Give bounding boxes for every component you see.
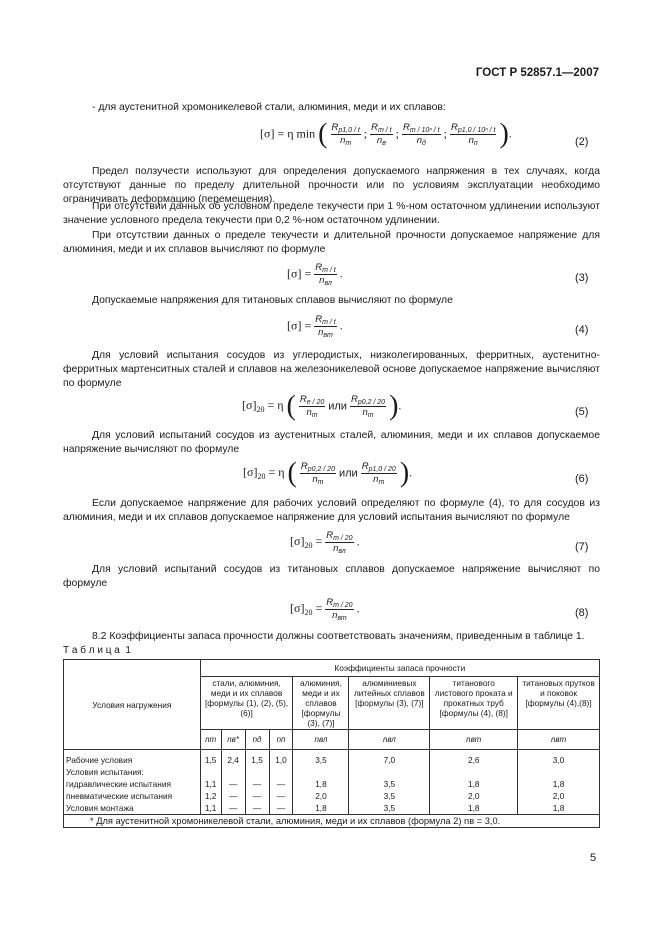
value-cell [200, 766, 221, 778]
value-cell: — [269, 790, 293, 802]
formula-number: (6) [575, 473, 589, 485]
formula-7: $[\sigma]_{20}$ = $\frac{R_{m / 20}}{n_{вл}}$ . [290, 530, 360, 555]
value-cell [518, 766, 600, 778]
value-cell: — [269, 778, 293, 790]
row-label: Условия испытания: [64, 766, 201, 778]
table-row [64, 790, 600, 802]
formula-number: (3) [575, 272, 589, 284]
value-cell: 7,0 [349, 750, 430, 767]
formula-4: [σ] = $\frac{R_{m / t}}{n_{вт}}$ . [287, 314, 343, 339]
value-cell: 3,5 [349, 790, 430, 802]
value-cell: 3,5 [349, 802, 430, 815]
value-cell [269, 766, 293, 778]
value-cell: 1,5 [200, 750, 221, 767]
document-header: ГОСТ Р 52857.1—2007 [475, 67, 599, 79]
formula-5: $[\sigma]_{20} = \eta$ ( $\frac{R_{e / 20}}{n_т}$ или $\frac{R_{p0,2 / 20}}{n_т}$ ). [242, 390, 402, 422]
formula-number: (8) [575, 607, 589, 619]
value-cell: 1,8 [430, 778, 518, 790]
column-group: алюминиевых литейных сплавов [формулы (3), (7)] [349, 677, 430, 730]
formula-8: $[\sigma]_{20}$ = $\frac{R_{m / 20}}{n_{вт}}$ . [290, 597, 360, 622]
table-row [64, 778, 600, 790]
row-label: пневматические испытания [64, 790, 201, 802]
paragraph: Для условий испытаний сосудов из аустенитных сталей, алюминия, меди и их сплавов допускаемое напряжение вычисляют по формуле [63, 430, 600, 455]
table-footnote: * Для аустенитной хромоникелевой стали, алюминия, меди и их сплавов (формула 2) nв = 3,0. [64, 815, 600, 828]
column-group: титанового листового проката и прокатных труб [формулы (4), (8)] [430, 677, 518, 730]
value-cell: 1,8 [293, 778, 349, 790]
value-cell [293, 766, 349, 778]
row-label: Рабочие условия [64, 750, 201, 767]
value-cell: — [221, 778, 245, 790]
value-cell: 2,4 [221, 750, 245, 767]
symbol-cell: nд [245, 730, 269, 750]
value-cell: 3,0 [518, 750, 600, 767]
row-header: Условия нагружения [64, 660, 201, 750]
symbol-cell: nвт [518, 730, 600, 750]
paragraph: Допускаемые напряжения для титановых сплавов вычисляют по формуле [92, 295, 453, 306]
value-cell: — [245, 790, 269, 802]
value-cell [221, 766, 245, 778]
formula-6: $[\sigma]_{20} = \eta$ ( $\frac{R_{p0,2 / 20}}{n_т}$ или $\frac{R_{p1,0 / 20}}{n_т}$ ). [243, 457, 413, 489]
paragraph: Для условий испытаний сосудов из титановых сплавов допускаемое напряжение вычисляют по формуле [63, 564, 600, 589]
value-cell: 1,8 [293, 802, 349, 815]
value-cell: 1,8 [518, 802, 600, 815]
symbol-cell: nвт [430, 730, 518, 750]
row-label: Условия монтажа [64, 802, 201, 815]
paragraph: При отсутствии данных об условном пределе текучести при 1 %-ном остаточном удлинении используют значение условного предела текучести при 0,2 %-ном остаточном удлинении. [63, 201, 600, 226]
value-cell: 1,2 [200, 790, 221, 802]
symbol-cell: nв* [221, 730, 245, 750]
value-cell [430, 766, 518, 778]
formula-3: [σ] = $\frac{R_{m / t}}{n_{вл}}$ . [287, 262, 343, 287]
value-cell: 1,8 [430, 802, 518, 815]
table-row [64, 750, 600, 767]
value-cell: 2,0 [293, 790, 349, 802]
formula-number: (5) [575, 406, 589, 418]
value-cell: 1,0 [269, 750, 293, 767]
table-row [64, 766, 600, 778]
group-header: Коэффициенты запаса прочности [200, 660, 599, 677]
row-label: гидравлические испытания [64, 778, 201, 790]
symbol-cell: nп [269, 730, 293, 750]
formula-number: (2) [575, 136, 589, 148]
paragraph: При отсутствии данных о пределе текучести и длительной прочности допускаемое напряжение для алюминия, меди и их сплавов вычисляют по формуле [63, 230, 600, 255]
paragraph: Предел ползучести используют для определения допускаемого напряжения в тех случаях, когда отсутствуют данные по пределу длительной прочности или по условиям эксплуатации необходимо ограничивать деформацию (перемещения). [63, 166, 600, 205]
value-cell: 2,0 [518, 790, 600, 802]
value-cell: — [221, 790, 245, 802]
value-cell: 1,8 [518, 778, 600, 790]
column-group: стали, алюминия, меди и их сплавов [формулы (1), (2), (5), (6)] [200, 677, 293, 730]
value-cell [349, 766, 430, 778]
formula-number: (7) [575, 541, 589, 553]
formula-2: [σ] = η min ( $\frac{R_{p1,0 / t}}{n_т}$ ; $\frac{R_{m / t}}{n_в}$ ; $\frac{R_{m / 10^n / t}}{n_д}$ ; $\frac{R_{p1,0 / 10^n / t}}{n_п}$ ). [260, 118, 512, 150]
column-group: алюминия, меди и их сплавов [формулы (3), (7)] [293, 677, 349, 730]
value-cell: — [221, 802, 245, 815]
value-cell: 2,0 [430, 790, 518, 802]
value-cell: 2,6 [430, 750, 518, 767]
value-cell [245, 766, 269, 778]
paragraph: 8.2 Коэффициенты запаса прочности должны соответствовать значениям, приведенным в таблице 1. [92, 631, 585, 642]
paragraph: Для условий испытания сосудов из углеродистых, низколегированных, ферритных, аустенитно-ферритных мартенситных сталей и сплавов на железоникелевой основе допускаемое напряжение вычисляют по формуле [63, 350, 600, 389]
symbol-cell: nт [200, 730, 221, 750]
table-row [64, 802, 600, 815]
value-cell: — [245, 802, 269, 815]
value-cell: 3,5 [349, 778, 430, 790]
column-group: титановых прутков и поковок [формулы (4),(8)] [518, 677, 600, 730]
symbol-cell: nвл [293, 730, 349, 750]
value-cell: — [245, 778, 269, 790]
value-cell: 1,1 [200, 778, 221, 790]
symbol-cell: nвл [349, 730, 430, 750]
paragraph: - для аустенитной хромоникелевой стали, алюминия, меди и их сплавов: [92, 102, 446, 113]
value-cell: 3,5 [293, 750, 349, 767]
page-number: 5 [590, 852, 597, 864]
value-cell: 1,5 [245, 750, 269, 767]
value-cell: 1,1 [200, 802, 221, 815]
safety-factor-table [63, 659, 600, 828]
paragraph: Если допускаемое напряжение для рабочих условий определяют по формуле (4), то для сосудов из алюминия, меди и их сплавов допускаемое напряжение для условий испытания вычисляют по формуле [63, 498, 600, 523]
formula-number: (4) [575, 324, 589, 336]
table-caption: Т а б л и ц а 1 [63, 645, 131, 656]
value-cell: — [269, 802, 293, 815]
